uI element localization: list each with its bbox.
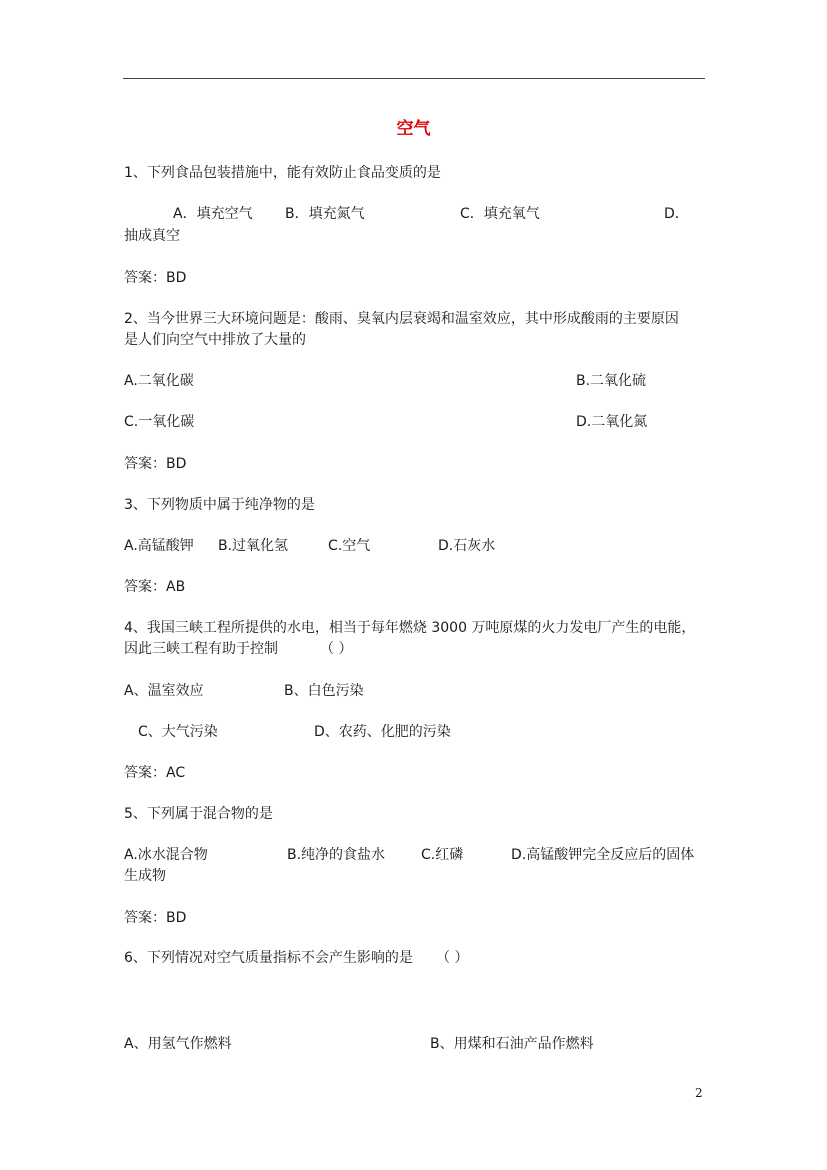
q5-option-d-cont: 生成物 <box>124 868 166 884</box>
q2-option-a: A.二氧化碳 <box>124 373 194 389</box>
q4-stem-line2: 因此三峡工程有助于控制 <box>124 641 278 657</box>
page-number: 2 <box>695 1086 703 1100</box>
q3-option-b: B.过氧化氢 <box>218 538 289 554</box>
q2-stem-line1: 2、当今世界三大环境问题是：酸雨、臭氧内层衰竭和温室效应，其中形成酸雨的主要原因 <box>124 311 679 327</box>
q1-stem: 1、下列食品包装措施中，能有效防止食品变质的是 <box>124 165 441 181</box>
q5-stem: 5、下列属于混合物的是 <box>124 806 273 822</box>
header-rule <box>123 78 705 79</box>
q5-option-a: A.冰水混合物 <box>124 847 208 863</box>
q6-option-a: A、用氢气作燃料 <box>124 1036 232 1052</box>
q5-option-d: D.高锰酸钾完全反应后的固体 <box>511 847 695 863</box>
q1-option-b: B．填充氮气 <box>285 206 365 222</box>
q4-option-c: C、大气污染 <box>138 724 218 740</box>
q1-option-d: D． <box>664 206 689 222</box>
q6-option-b: B、用煤和石油产品作燃料 <box>430 1036 594 1052</box>
q1-option-c: C．填充氧气 <box>460 206 540 222</box>
q5-option-b: B.纯净的食盐水 <box>287 847 386 863</box>
q3-answer: 答案：AB <box>124 579 186 595</box>
q6-blank-paren: （ ） <box>436 950 469 966</box>
q1-option-d-cont: 抽成真空 <box>124 228 180 244</box>
q2-option-c: C.一氧化碳 <box>124 414 195 430</box>
q4-stem-line1: 4、我国三峡工程所提供的水电，相当于每年燃烧 3000 万吨原煤的火力发电厂产生的电能， <box>124 620 696 636</box>
q2-option-b: B.二氧化硫 <box>576 373 647 389</box>
q3-option-d: D.石灰水 <box>438 538 496 554</box>
q4-answer: 答案：AC <box>124 765 186 781</box>
q5-option-c: C.红磷 <box>421 847 464 863</box>
q3-stem: 3、下列物质中属于纯净物的是 <box>124 497 315 513</box>
q2-option-d: D.二氧化氮 <box>576 414 648 430</box>
q1-option-a: A．填充空气 <box>173 206 253 222</box>
q4-option-a: A、温室效应 <box>124 683 204 699</box>
q5-answer: 答案：BD <box>124 910 187 926</box>
q2-answer: 答案：BD <box>124 456 187 472</box>
page-title: 空气 <box>396 119 431 139</box>
q3-option-a: A.高锰酸钾 <box>124 538 194 554</box>
q6-stem: 6、下列情况对空气质量指标不会产生影响的是 <box>124 950 413 966</box>
q4-option-b: B、白色污染 <box>284 683 364 699</box>
q2-stem-line2: 是人们向空气中排放了大量的 <box>124 332 306 348</box>
q3-option-c: C.空气 <box>328 538 371 554</box>
q4-option-d: D、农药、化肥的污染 <box>314 724 451 740</box>
q1-answer: 答案：BD <box>124 270 187 286</box>
q4-blank-paren: （ ） <box>320 641 353 657</box>
